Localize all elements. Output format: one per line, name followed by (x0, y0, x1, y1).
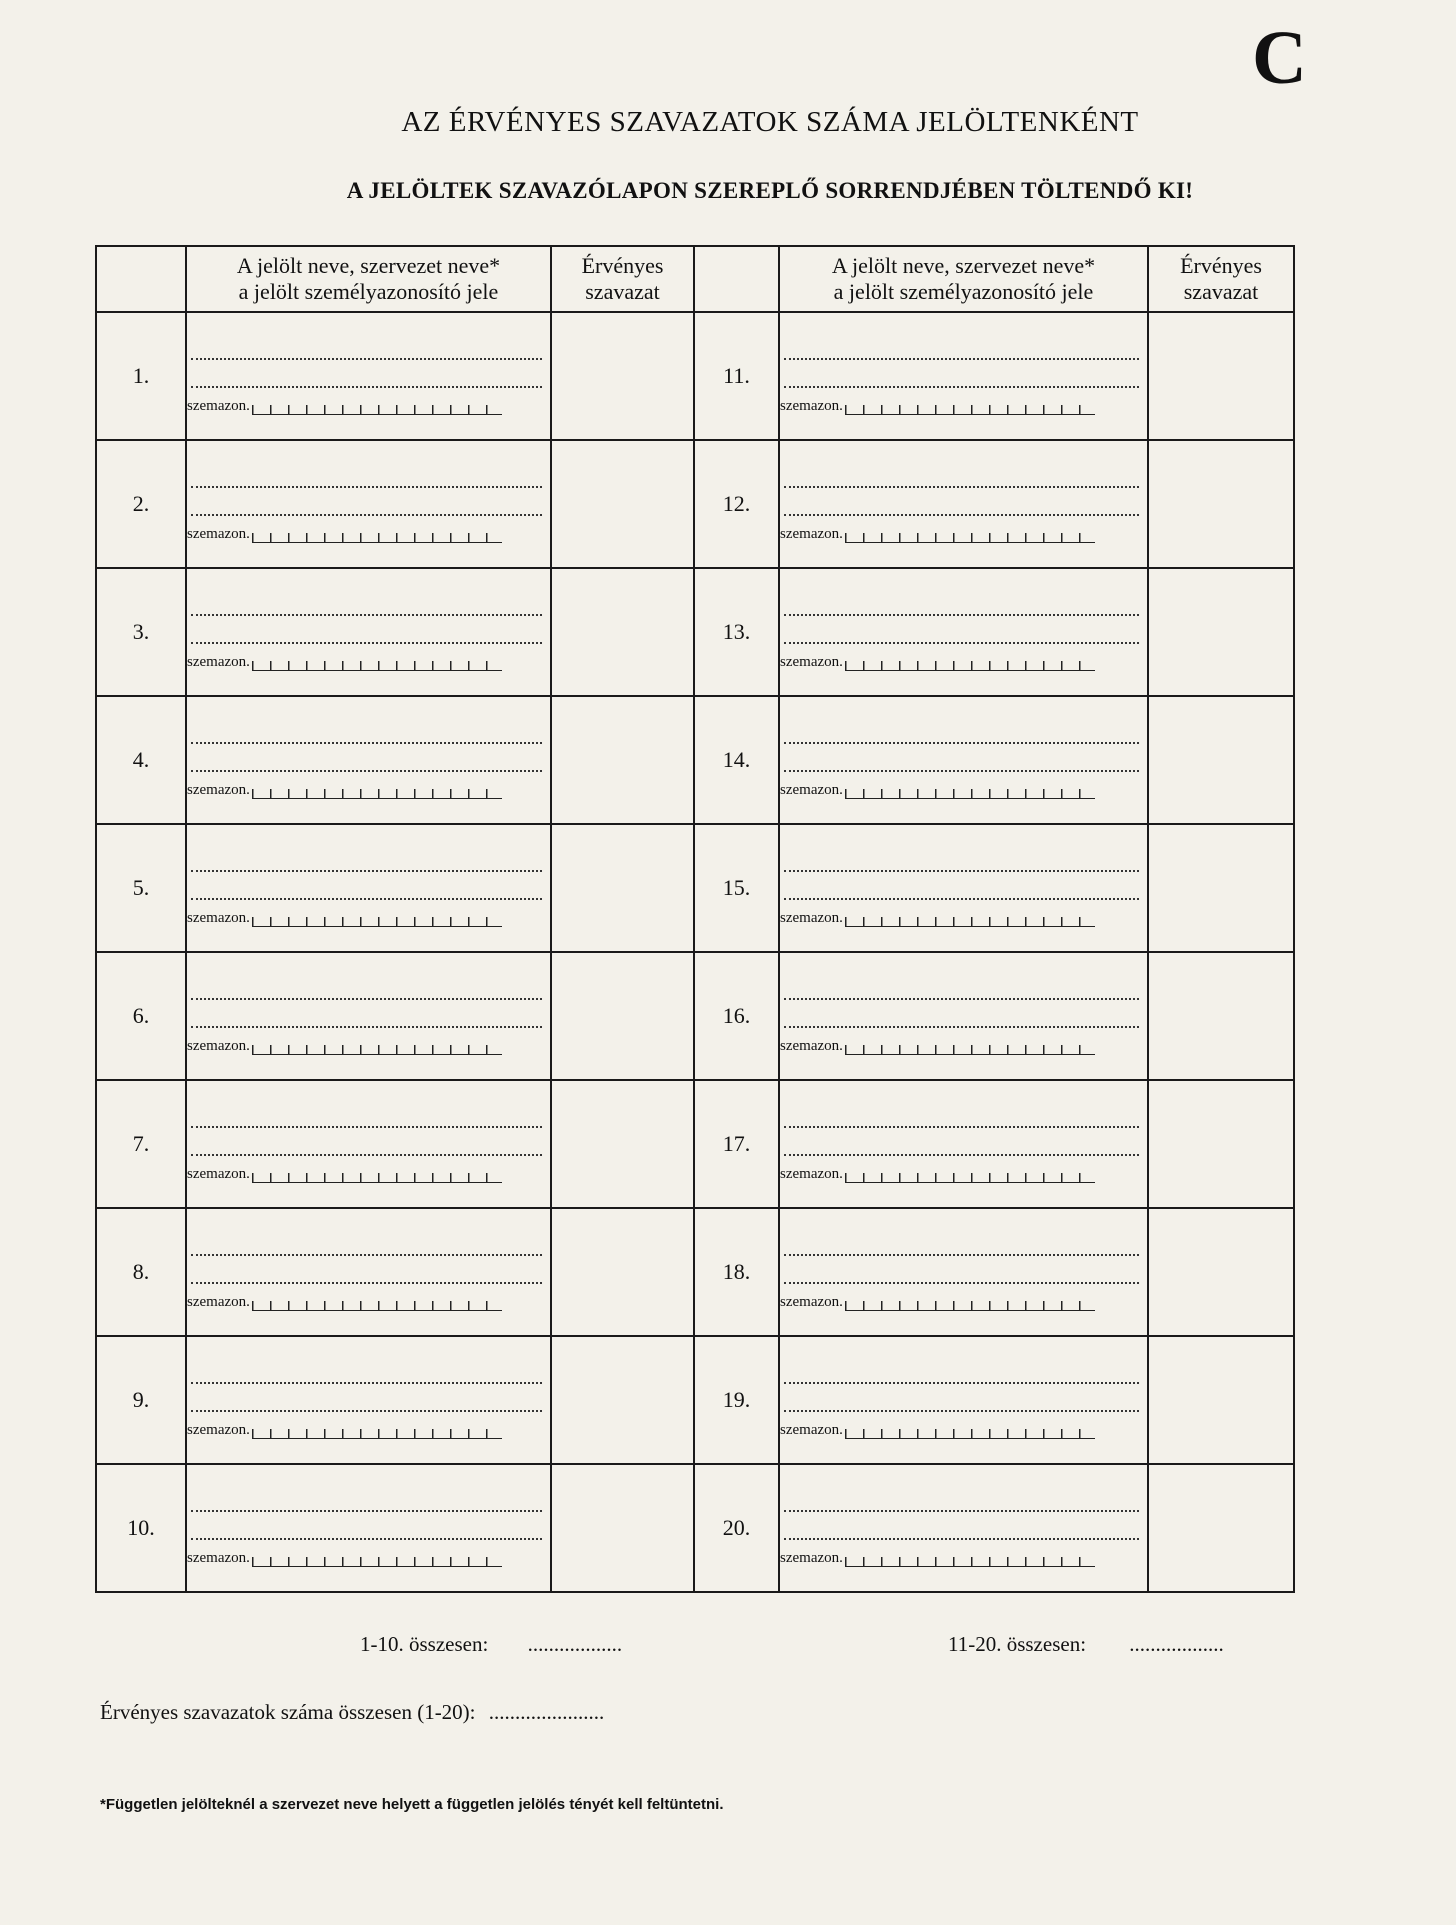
left-votes-cell[interactable] (551, 1464, 694, 1592)
id-label: szemazon. (780, 525, 843, 542)
id-line (187, 1166, 550, 1183)
votes-header-line2: szavazat (1183, 279, 1259, 304)
left-row-number: 5. (96, 824, 186, 952)
right-candidate-cell[interactable] (779, 312, 1148, 440)
name-line[interactable] (784, 466, 1139, 488)
right-votes-cell[interactable] (1148, 1208, 1294, 1336)
right-candidate-cell[interactable] (779, 440, 1148, 568)
left-votes-cell[interactable] (551, 440, 694, 568)
left-row-number: 8. (96, 1208, 186, 1336)
left-candidate-cell[interactable] (186, 568, 551, 696)
left-candidate-cell[interactable] (186, 312, 551, 440)
left-row-number: 9. (96, 1336, 186, 1464)
id-label: szemazon. (187, 909, 250, 926)
sum-1-10 (360, 1632, 622, 1657)
name-line[interactable] (784, 978, 1139, 1000)
right-votes-cell[interactable] (1148, 440, 1294, 568)
left-votes-cell[interactable] (551, 1336, 694, 1464)
right-row-number: 11. (694, 312, 779, 440)
left-name-header (186, 246, 551, 312)
right-votes-cell[interactable] (1148, 952, 1294, 1080)
left-votes-cell[interactable] (551, 824, 694, 952)
form-letter: C (1252, 16, 1307, 100)
id-line (187, 1294, 550, 1311)
name-line[interactable] (191, 466, 542, 488)
organization-line[interactable] (784, 366, 1139, 388)
left-candidate-cell[interactable] (186, 824, 551, 952)
right-name-header (779, 246, 1148, 312)
id-line (187, 782, 550, 799)
id-label: szemazon. (780, 653, 843, 670)
organization-line[interactable] (784, 1262, 1139, 1284)
left-candidate-cell[interactable] (186, 1080, 551, 1208)
right-candidate-cell[interactable] (779, 1080, 1148, 1208)
left-candidate-cell[interactable] (186, 440, 551, 568)
organization-line[interactable] (784, 622, 1139, 644)
name-line[interactable] (784, 1362, 1139, 1384)
left-candidate-cell[interactable] (186, 952, 551, 1080)
left-candidate-cell[interactable] (186, 696, 551, 824)
id-boxes[interactable] (845, 405, 1095, 415)
footnote: *Független jelölteknél a szervezet neve helyett a független jelölés tényét kell feltüntetni. (100, 1796, 724, 1813)
organization-line[interactable] (191, 366, 542, 388)
id-boxes[interactable] (252, 1557, 502, 1567)
grand-total-field[interactable]: ...................... (488, 1700, 605, 1724)
right-candidate-cell[interactable] (779, 824, 1148, 952)
page-subtitle: A JELÖLTEK SZAVAZÓLAPON SZEREPLŐ SORRENDJÉBEN TÖLTENDŐ KI! (346, 178, 1194, 203)
name-line[interactable] (784, 594, 1139, 616)
left-votes-cell[interactable] (551, 568, 694, 696)
id-line (780, 1422, 1147, 1439)
table-row (96, 1080, 1294, 1208)
id-line (187, 910, 550, 927)
organization-line[interactable] (191, 1390, 542, 1412)
organization-line[interactable] (784, 1390, 1139, 1412)
right-votes-cell[interactable] (1148, 1464, 1294, 1592)
name-line[interactable] (191, 338, 542, 360)
table-row (96, 568, 1294, 696)
id-label: szemazon. (187, 397, 250, 414)
left-votes-cell[interactable] (551, 952, 694, 1080)
id-boxes[interactable] (845, 917, 1095, 927)
id-line (187, 526, 550, 543)
left-votes-header (551, 246, 694, 312)
table-header-row (96, 246, 1294, 312)
right-votes-cell[interactable] (1148, 568, 1294, 696)
left-votes-cell[interactable] (551, 1208, 694, 1336)
id-boxes[interactable] (252, 1301, 502, 1311)
id-label: szemazon. (187, 781, 250, 798)
organization-line[interactable] (784, 1134, 1139, 1156)
id-label: szemazon. (187, 1549, 250, 1566)
right-votes-cell[interactable] (1148, 824, 1294, 952)
right-row-number: 15. (694, 824, 779, 952)
id-line (780, 1550, 1147, 1567)
id-label: szemazon. (187, 1037, 250, 1054)
right-candidate-cell[interactable] (779, 952, 1148, 1080)
id-boxes[interactable] (252, 661, 502, 671)
right-row-number: 18. (694, 1208, 779, 1336)
id-label: szemazon. (780, 909, 843, 926)
right-candidate-cell[interactable] (779, 1208, 1148, 1336)
organization-line[interactable] (784, 878, 1139, 900)
right-row-number: 17. (694, 1080, 779, 1208)
name-line[interactable] (784, 1490, 1139, 1512)
id-boxes[interactable] (845, 1173, 1095, 1183)
right-row-number: 12. (694, 440, 779, 568)
id-label: szemazon. (780, 397, 843, 414)
organization-line[interactable] (191, 622, 542, 644)
organization-line[interactable] (191, 878, 542, 900)
id-label: szemazon. (187, 1421, 250, 1438)
sum-1-10-label: 1-10. összesen: (360, 1632, 489, 1656)
id-label: szemazon. (187, 525, 250, 542)
right-candidate-cell[interactable] (779, 568, 1148, 696)
name-line[interactable] (191, 850, 542, 872)
vote-table (95, 245, 1295, 1593)
left-row-number: 1. (96, 312, 186, 440)
name-line[interactable] (784, 722, 1139, 744)
right-votes-cell[interactable] (1148, 1336, 1294, 1464)
name-header-line2: a jelölt személyazonosító jele (238, 279, 499, 304)
organization-line[interactable] (191, 494, 542, 516)
table-row (96, 1208, 1294, 1336)
name-header-line1: A jelölt neve, szervezet neve* (236, 253, 501, 278)
votes-header-line2: szavazat (585, 279, 660, 304)
name-line[interactable] (191, 1362, 542, 1384)
id-line (187, 1422, 550, 1439)
grand-total (100, 1700, 604, 1725)
right-votes-cell[interactable] (1148, 696, 1294, 824)
id-label: szemazon. (187, 1293, 250, 1310)
right-row-number: 16. (694, 952, 779, 1080)
id-line (780, 654, 1147, 671)
sum-11-20-label: 11-20. összesen: (948, 1632, 1087, 1656)
left-number-header (96, 246, 186, 312)
id-line (780, 1166, 1147, 1183)
organization-line[interactable] (784, 494, 1139, 516)
id-boxes[interactable] (845, 789, 1095, 799)
left-row-number: 3. (96, 568, 186, 696)
table-row (96, 440, 1294, 568)
id-boxes[interactable] (252, 789, 502, 799)
id-label: szemazon. (780, 1421, 843, 1438)
name-line[interactable] (784, 850, 1139, 872)
id-line (187, 654, 550, 671)
right-votes-cell[interactable] (1148, 1080, 1294, 1208)
right-row-number: 20. (694, 1464, 779, 1592)
right-row-number: 14. (694, 696, 779, 824)
right-row-number: 19. (694, 1336, 779, 1464)
organization-line[interactable] (784, 1006, 1139, 1028)
sum-11-20 (948, 1632, 1224, 1657)
id-label: szemazon. (780, 1549, 843, 1566)
right-candidate-cell[interactable] (779, 1336, 1148, 1464)
id-boxes[interactable] (252, 405, 502, 415)
table-row (96, 1336, 1294, 1464)
organization-line[interactable] (191, 750, 542, 772)
organization-line[interactable] (784, 750, 1139, 772)
left-votes-cell[interactable] (551, 696, 694, 824)
right-number-header (694, 246, 779, 312)
id-boxes[interactable] (252, 1173, 502, 1183)
id-boxes[interactable] (252, 1429, 502, 1439)
id-line (780, 910, 1147, 927)
name-line[interactable] (784, 338, 1139, 360)
id-boxes[interactable] (845, 1557, 1095, 1567)
left-candidate-cell[interactable] (186, 1208, 551, 1336)
id-label: szemazon. (780, 1293, 843, 1310)
right-votes-cell[interactable] (1148, 312, 1294, 440)
sum-11-20-field[interactable]: .................. (1129, 1632, 1224, 1656)
right-row-number: 13. (694, 568, 779, 696)
page-title: AZ ÉRVÉNYES SZAVAZATOK SZÁMA JELÖLTENKÉNT (401, 106, 1139, 138)
left-votes-cell[interactable] (551, 1080, 694, 1208)
table-row (96, 1464, 1294, 1592)
sum-1-10-field[interactable]: .................. (527, 1632, 623, 1656)
organization-line[interactable] (191, 1262, 542, 1284)
id-line (187, 1038, 550, 1055)
left-votes-cell[interactable] (551, 312, 694, 440)
name-line[interactable] (191, 1490, 542, 1512)
id-boxes[interactable] (845, 1301, 1095, 1311)
id-line (187, 1550, 550, 1567)
id-boxes[interactable] (845, 533, 1095, 543)
id-label: szemazon. (780, 781, 843, 798)
name-line[interactable] (191, 594, 542, 616)
name-header-line2: a jelölt személyazonosító jele (833, 279, 1094, 304)
id-boxes[interactable] (845, 1045, 1095, 1055)
name-line[interactable] (191, 722, 542, 744)
organization-line[interactable] (191, 1518, 542, 1540)
left-candidate-cell[interactable] (186, 1336, 551, 1464)
name-header-line1: A jelölt neve, szervezet neve* (831, 253, 1096, 278)
id-boxes[interactable] (252, 917, 502, 927)
name-line[interactable] (784, 1234, 1139, 1256)
table-row (96, 312, 1294, 440)
left-row-number: 10. (96, 1464, 186, 1592)
grand-total-label: Érvényes szavazatok száma összesen (1-20): (100, 1700, 476, 1724)
table-row (96, 952, 1294, 1080)
id-line (187, 398, 550, 415)
votes-header-line1: Érvényes (581, 253, 664, 278)
id-line (780, 1294, 1147, 1311)
id-line (780, 398, 1147, 415)
organization-line[interactable] (191, 1134, 542, 1156)
id-boxes[interactable] (845, 661, 1095, 671)
right-candidate-cell[interactable] (779, 696, 1148, 824)
id-label: szemazon. (780, 1037, 843, 1054)
name-line[interactable] (191, 1106, 542, 1128)
right-candidate-cell[interactable] (779, 1464, 1148, 1592)
name-line[interactable] (784, 1106, 1139, 1128)
table-row (96, 824, 1294, 952)
id-boxes[interactable] (845, 1429, 1095, 1439)
table-row (96, 696, 1294, 824)
id-label: szemazon. (780, 1165, 843, 1182)
id-line (780, 526, 1147, 543)
left-candidate-cell[interactable] (186, 1464, 551, 1592)
id-label: szemazon. (187, 1165, 250, 1182)
left-row-number: 4. (96, 696, 186, 824)
id-label: szemazon. (187, 653, 250, 670)
name-line[interactable] (191, 978, 542, 1000)
votes-header-line1: Érvényes (1180, 253, 1262, 278)
left-row-number: 2. (96, 440, 186, 568)
organization-line[interactable] (784, 1518, 1139, 1540)
left-row-number: 7. (96, 1080, 186, 1208)
id-line (780, 1038, 1147, 1055)
organization-line[interactable] (191, 1006, 542, 1028)
id-line (780, 782, 1147, 799)
name-line[interactable] (191, 1234, 542, 1256)
right-votes-header (1148, 246, 1294, 312)
id-boxes[interactable] (252, 533, 502, 543)
left-row-number: 6. (96, 952, 186, 1080)
id-boxes[interactable] (252, 1045, 502, 1055)
